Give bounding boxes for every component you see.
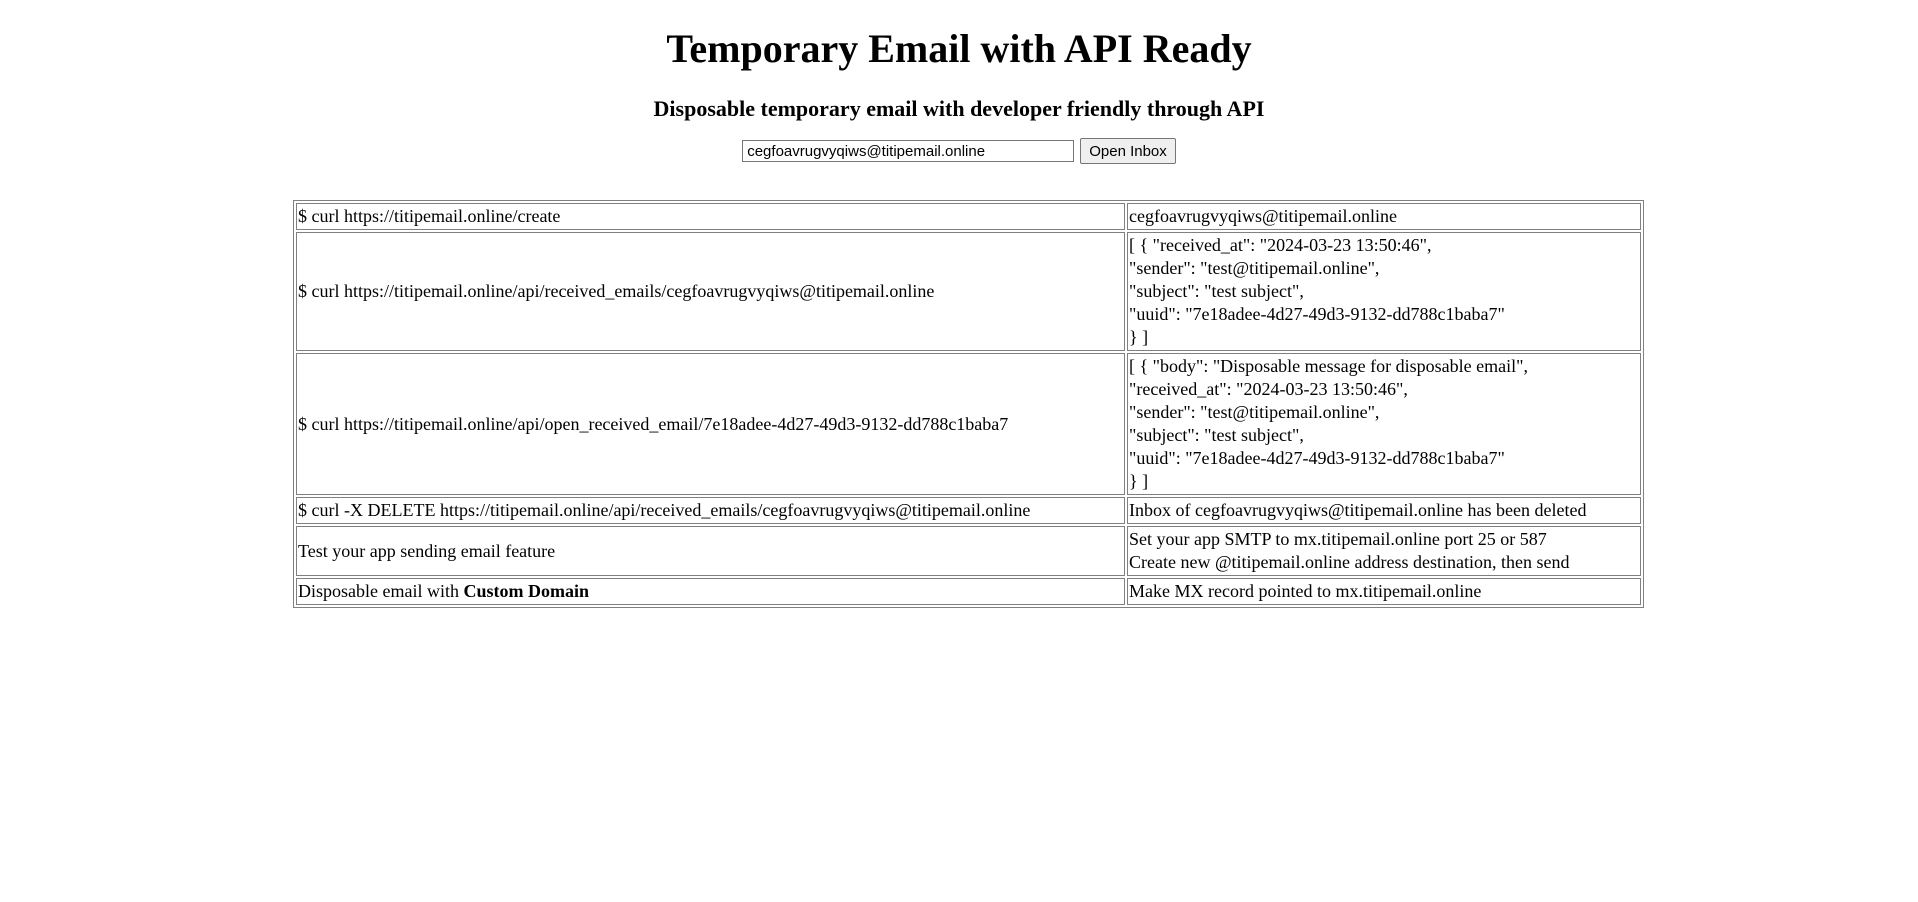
result-line: } ] [1129, 327, 1149, 347]
custom-domain-cell [296, 578, 1125, 605]
page-subtitle: Disposable temporary email with developer friendly through API [653, 96, 1265, 121]
result-line: Inbox of cegfoavrugvyqiws@titipemail.online has been deleted [1129, 500, 1587, 520]
api-result-cell: Make MX record pointed to mx.titipemail.online [1127, 578, 1641, 605]
result-line: Create new @titipemail.online address destination, then send [1129, 552, 1570, 572]
page-title: Temporary Email with API Ready [666, 26, 1252, 71]
result-line: } ] [1129, 471, 1149, 491]
result-line: "subject": "test subject", [1129, 281, 1304, 301]
table-row [296, 232, 1641, 351]
result-line: "uuid": "7e18adee-4d27-49d3-9132-dd788c1baba7" [1129, 304, 1505, 324]
api-command-cell: $ curl https://titipemail.online/api/received_emails/cegfoavrugvyqiws@titipemail.online [296, 232, 1125, 351]
result-line: "sender": "test@titipemail.online", [1129, 258, 1380, 278]
api-table [293, 200, 1644, 608]
api-result-cell [1127, 232, 1641, 351]
open-inbox-button[interactable]: Open Inbox [1080, 138, 1176, 164]
result-line: "uuid": "7e18adee-4d27-49d3-9132-dd788c1baba7" [1129, 448, 1505, 468]
custom-domain-prefix: Disposable email with [298, 581, 464, 601]
api-result-cell [1127, 526, 1641, 576]
inbox-form [0, 138, 1918, 166]
result-line: cegfoavrugvyqiws@titipemail.online [1129, 206, 1398, 226]
result-line: [ { "body": "Disposable message for disposable email", [1129, 356, 1528, 376]
api-result-cell [1127, 203, 1641, 230]
result-line: "received_at": "2024-03-23 13:50:46", [1129, 379, 1408, 399]
api-command-cell: Test your app sending email feature [296, 526, 1125, 576]
table-row [296, 203, 1641, 230]
api-command-cell: $ curl https://titipemail.online/api/open_received_email/7e18adee-4d27-49d3-9132-dd788c1baba7 [296, 353, 1125, 495]
result-line: "sender": "test@titipemail.online", [1129, 402, 1380, 422]
result-line: "subject": "test subject", [1129, 425, 1304, 445]
email-input[interactable] [742, 140, 1074, 162]
custom-domain-label: Custom Domain [463, 581, 589, 601]
api-command-cell: $ curl https://titipemail.online/create [296, 203, 1125, 230]
table-row [296, 578, 1641, 605]
api-result-cell [1127, 353, 1641, 495]
result-line: Set your app SMTP to mx.titipemail.online port 25 or 587 [1129, 529, 1547, 549]
table-row [296, 526, 1641, 576]
table-row [296, 353, 1641, 495]
result-line: [ { "received_at": "2024-03-23 13:50:46", [1129, 235, 1432, 255]
api-command-cell: $ curl -X DELETE https://titipemail.online/api/received_emails/cegfoavrugvyqiws@titipemail.online [296, 497, 1125, 524]
api-result-cell [1127, 497, 1641, 524]
table-row [296, 497, 1641, 524]
